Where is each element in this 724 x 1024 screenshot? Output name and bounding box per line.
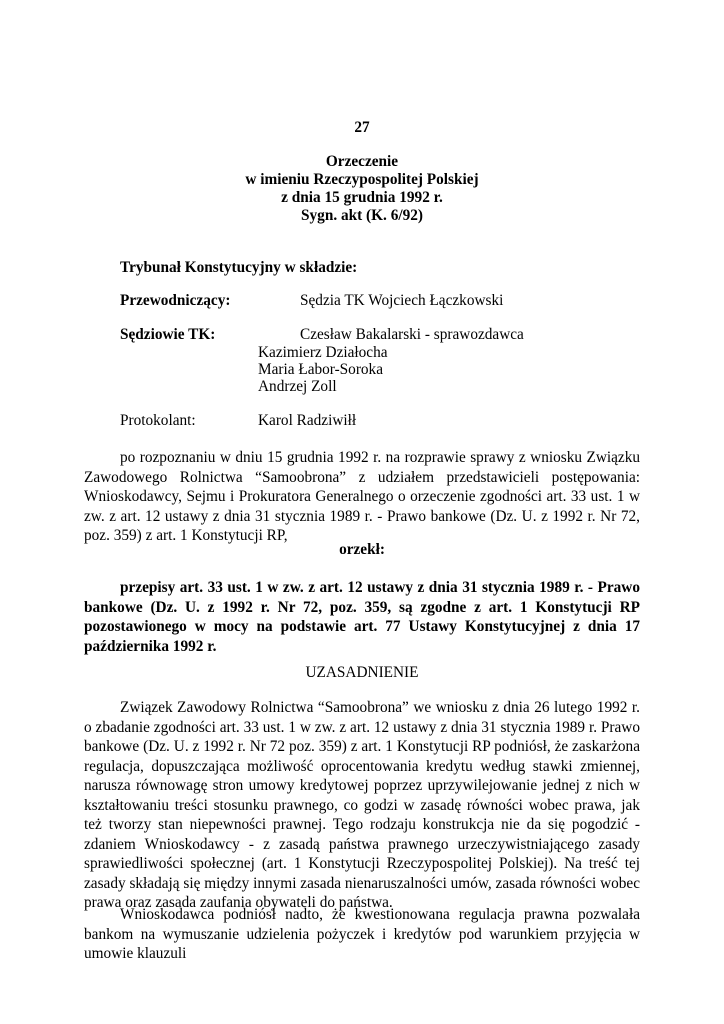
clerk-value: Karol Radziwiłł [258,412,357,429]
judge-name: Kazimierz Działocha [258,344,388,361]
header-case-number: Sygn. akt (K. 6/92) [301,207,423,224]
reasoning-paragraph-2-text: Wnioskodawca podniósł nadto, że kwestionowana regulacja prawna pozwalała bankom na wymuszanie udzielenia pożyczek i kredytów pod warunkiem przyjęcia w umowie klauzuli [84,906,640,962]
reasoning-paragraph-1-text: Związek Zawodowy Rolnictwa “Samoobrona” we wniosku z dnia 26 lutego 1992 r. o zbadanie zgodności art. 33 ust. 1 w zw. z art. 12 ustawy z dnia 31 stycznia 1989 r. Prawo bankowe (Dz. U. z 1992 r. Nr 72 poz. 359) z art. 1 Konstytucji RP podniósł, że zaskarżona regulacja, dopuszczająca możliwość oprocentowania kredytu według stawki zmiennej, narusza równowagę stron umowy kredytowej poprzez uprzywilejowanie jednej z nich w kształtowaniu treści stosunku prawnego, co godzi w zasadę równości wobec prawa, jak też tworzy stan niepewności prawnej. Tego rodzaju konstrukcja nie da się pogodzić - zdaniem Wnioskodawcy - z zasadą państwa prawnego urzeczywistniającego zasady sprawiedliwości społecznej (art. 1 Konstytucji Rzeczypospolitej Polskiej). Na treść tej zasady składają się między innymi zasada nienaruszalności umów, zasada równości wobec prawa oraz zasada zaufania obywateli do państwa. [84,699,640,911]
verdict-text: przepisy art. 33 ust. 1 w zw. z art. 12 ustawy z dnia 31 stycznia 1989 r. - Prawo bankowe (Dz. U. z 1992 r. Nr 72, poz. 359, są zgodne z art. 1 Konstytucji RP pozostawionego w mocy na podstawie art. 77 Ustawy Konstytucyjnej z dnia 17 października 1992 r. [84,579,640,655]
clerk-label: Protokolant: [120,412,196,429]
intro-paragraph [84,448,640,546]
chair-label: Przewodniczący: [120,292,231,309]
judge-name: Maria Łabor-Soroka [258,361,383,378]
verdict-heading: orzekł: [339,541,385,558]
section-heading: UZASADNIENIE [305,664,419,681]
reasoning-paragraph-1 [84,698,640,913]
judge-name: Czesław Bakalarski - sprawozdawca [300,326,524,343]
page-number: 27 [354,119,370,136]
header-date: z dnia 15 grudnia 1992 r. [281,189,443,206]
judgment-header [0,153,724,225]
verdict-paragraph [84,578,640,656]
chair-value: Sędzia TK Wojciech Łączkowski [300,292,504,309]
reasoning-paragraph-2 [84,905,640,964]
composition-heading: Trybunał Konstytucyjny w składzie: [120,259,358,276]
judges-label: Sędziowie TK: [120,326,216,343]
header-title: Orzeczenie [325,153,399,170]
intro-paragraph-text: po rozpoznaniu w dniu 15 grudnia 1992 r. na rozprawie sprawy z wniosku Związku Zawodowego Rolnictwa “Samoobrona” z udziałem przedstawicieli postępowania: Wnioskodawcy, Sejmu i Prokuratora Generalnego o orzeczenie zgodności art. 33 ust. 1 w zw. z art. 12 ustawy z dnia 31 stycznia 1989 r. - Prawo bankowe (Dz. U. z 1992 r. Nr 72, poz. 359) z art. 1 Konstytucji RP, [84,449,640,544]
header-subtitle: w imieniu Rzeczypospolitej Polskiej [245,171,479,188]
judge-name: Andrzej Zoll [258,378,337,395]
